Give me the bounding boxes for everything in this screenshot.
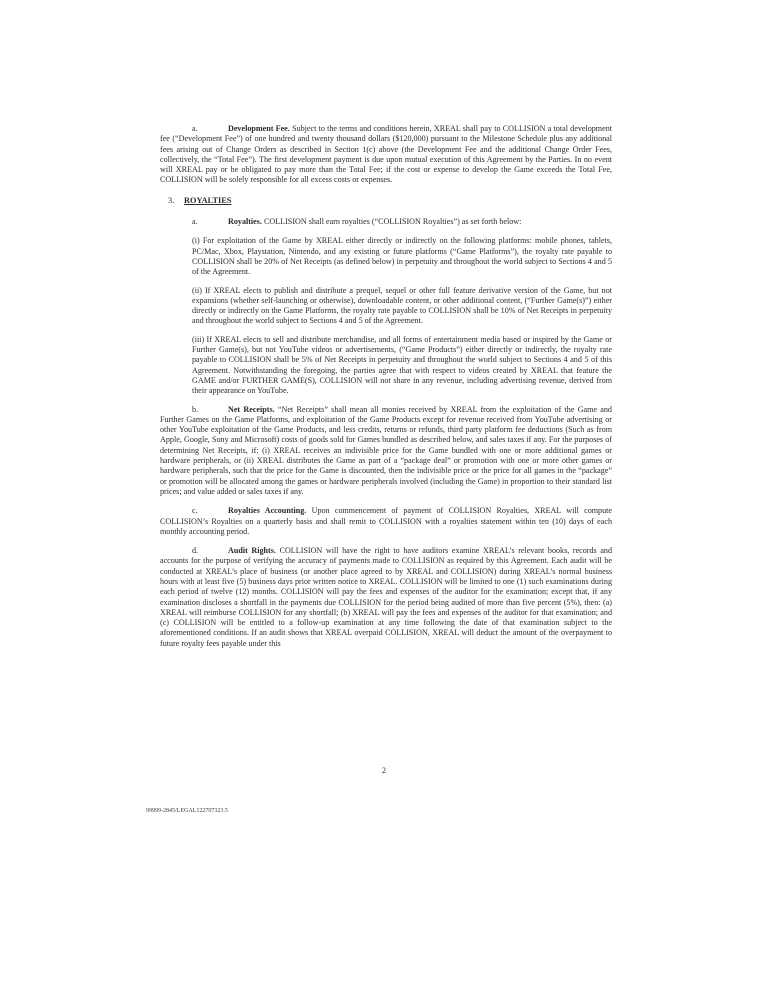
clause-heading: Audit Rights. [228, 546, 276, 556]
clause-text: Upon commencement of payment of COLLISION Royalties, XREAL will compute COLLISION’s Royalties on a quarterly basis and shall remit to COLLISION with a royalties statement within ten (10) days of each monthly accounting period. [160, 506, 612, 536]
clause-heading: Royalties. [228, 217, 262, 227]
royalty-item-i: (i) For exploitation of the Game by XREAL either directly or indirectly on the following platforms: mobile phones, tablets, PC/Mac, Xbox, Playstation, Nintendo, and any existing or future platforms (“Game Platforms”), the royalty rate payable to COLLISION shall be 20% of Net Receipts (as defined below) in perpetuity and throughout the world subject to Sections 4 and 5 of the Agreement. [192, 236, 612, 277]
section-number: 3. [168, 195, 175, 205]
royalty-item-ii: (ii) If XREAL elects to publish and distribute a prequel, sequel or other full feature derivative version of the Game, but not expansions (whether self-launching or otherwise), downloadable content, or other additional content, (“Further Game(s)”) either directly or indirectly on the Game Platforms, the royalty rate payable to COLLISION shall be 10% of Net Receipts in perpetuity and throughout the world subject to Sections 4 and 5 of the Agreement. [192, 285, 612, 326]
clause-letter: b. [192, 404, 199, 414]
document-body [160, 124, 612, 658]
clause-heading: Royalties Accounting. [228, 506, 307, 516]
clause-letter: a. [192, 124, 198, 133]
clause-heading: Development Fee. [228, 124, 290, 133]
clause-heading: Net Receipts. [228, 404, 275, 414]
clause-text: COLLISION shall earn royalties (“COLLISION Royalties”) as set forth below: [263, 217, 522, 227]
royalties-accounting-paragraph [160, 506, 612, 537]
royalties-paragraph [160, 217, 612, 227]
royalty-item-iii: (iii) If XREAL elects to sell and distribute merchandise, and all forms of entertainment media based or inspired by the Game or Further Game(s), but not YouTube videos or advertisements, (“Game Products”) either directly or indirectly, the royalty rate payable to COLLISION shall be 5% of Net Receipts in perpetuity and throughout the world subject to Sections 4 and 5 of this Agreement. Notwithstanding the foregoing, the parties agree that with respect to videos created by XREAL that feature the GAME and/or FURTHER GAME(S), COLLISION will not share in any revenue, including advertising revenue, derived from their appearance on YouTube. [192, 334, 612, 396]
section-title: ROYALTIES [184, 195, 232, 205]
clause-text: Subject to the terms and conditions herein, XREAL shall pay to COLLISION a total development fee (“Development Fee”) of one hundred and twenty thousand dollars ($120,000) pursuant to the Milestone Schedule plus any additional fees arising out of Change Orders as described in Section 1(c) above (the Development Fee and the additional Change Order Fees, collectively, the “Total Fee”). The first development payment is due upon mutual execution of this Agreement by the Parties. In no event will XREAL pay or be obligated to pay more than the Total Fee; if the cost or expense to develop the Game exceeds the Total Fee, COLLISION will be solely responsible for all excess costs or expenses. [160, 124, 612, 185]
clause-letter: d. [192, 546, 199, 556]
clause-text: COLLISION will have the right to have auditors examine XREAL’s relevant books, records and accounts for the purpose of verifying the accuracy of payments made to COLLISION as required by this Agreement. Each audit will be conducted at XREAL’s place of business (or another place agreed to by XREAL and COLLISION) during XREAL’s normal business hours with at least five (5) business days prior written notice to XREAL. COLLISION will be limited to one (1) such examinations during each period of twelve (12) months. COLLISION will pay the fees and expenses of the auditor for the examination; except that, if any examination discloses a shortfall in the payments due COLLISION for the period being audited of more than five percent (5%), then: (a) XREAL will reimburse COLLISION for any shortfall; (b) XREAL will pay the fees and expenses of the auditor for that examination; and (c) COLLISION will be entitled to a follow-up examination at any time following the date of that examination subject to the aforementioned conditions. If an audit shows that XREAL overpaid COLLISION, XREAL will deduct the amount of the overpayment to future royalty fees payable under this [160, 546, 613, 648]
document-footer-id: 99999-2845/LEGAL122707323.5 [146, 808, 228, 814]
clause-letter: a. [192, 217, 198, 227]
page-number: 2 [381, 766, 387, 775]
section-heading-royalties [168, 196, 612, 206]
clause-letter: c. [192, 506, 198, 516]
development-fee-paragraph [160, 124, 612, 186]
clause-text: “Net Receipts” shall mean all monies received by XREAL from the exploitation of the Game and Further Games on the Game Platforms, and exploitation of the Game Products except for revenue received from YouTube advertising or other YouTube exploitation of the Game Products, and less credits, returns or refunds, third party platform fee deductions (Such as from Apple, Google, Sony and Microsoft) costs of goods sold for Games bundled as described below, and sales taxes if any. For the purposes of determining Net Receipts, if: (i) XREAL receives an indivisible price for the Game bundled with one or more additional games or hardware peripherals, or (ii) XREAL distributes the Game as part of a “package deal” or promotion with one or more other games or hardware peripherals, such that the price for the Game is discounted, then the indivisible price or the price for all games in the “package” or promotion will be allocated among the games or hardware peripherals involved (including the Game) in proportion to their standard list prices; and value added or sales taxes if any. [160, 404, 612, 496]
net-receipts-paragraph [160, 405, 612, 498]
audit-rights-paragraph [160, 546, 612, 649]
